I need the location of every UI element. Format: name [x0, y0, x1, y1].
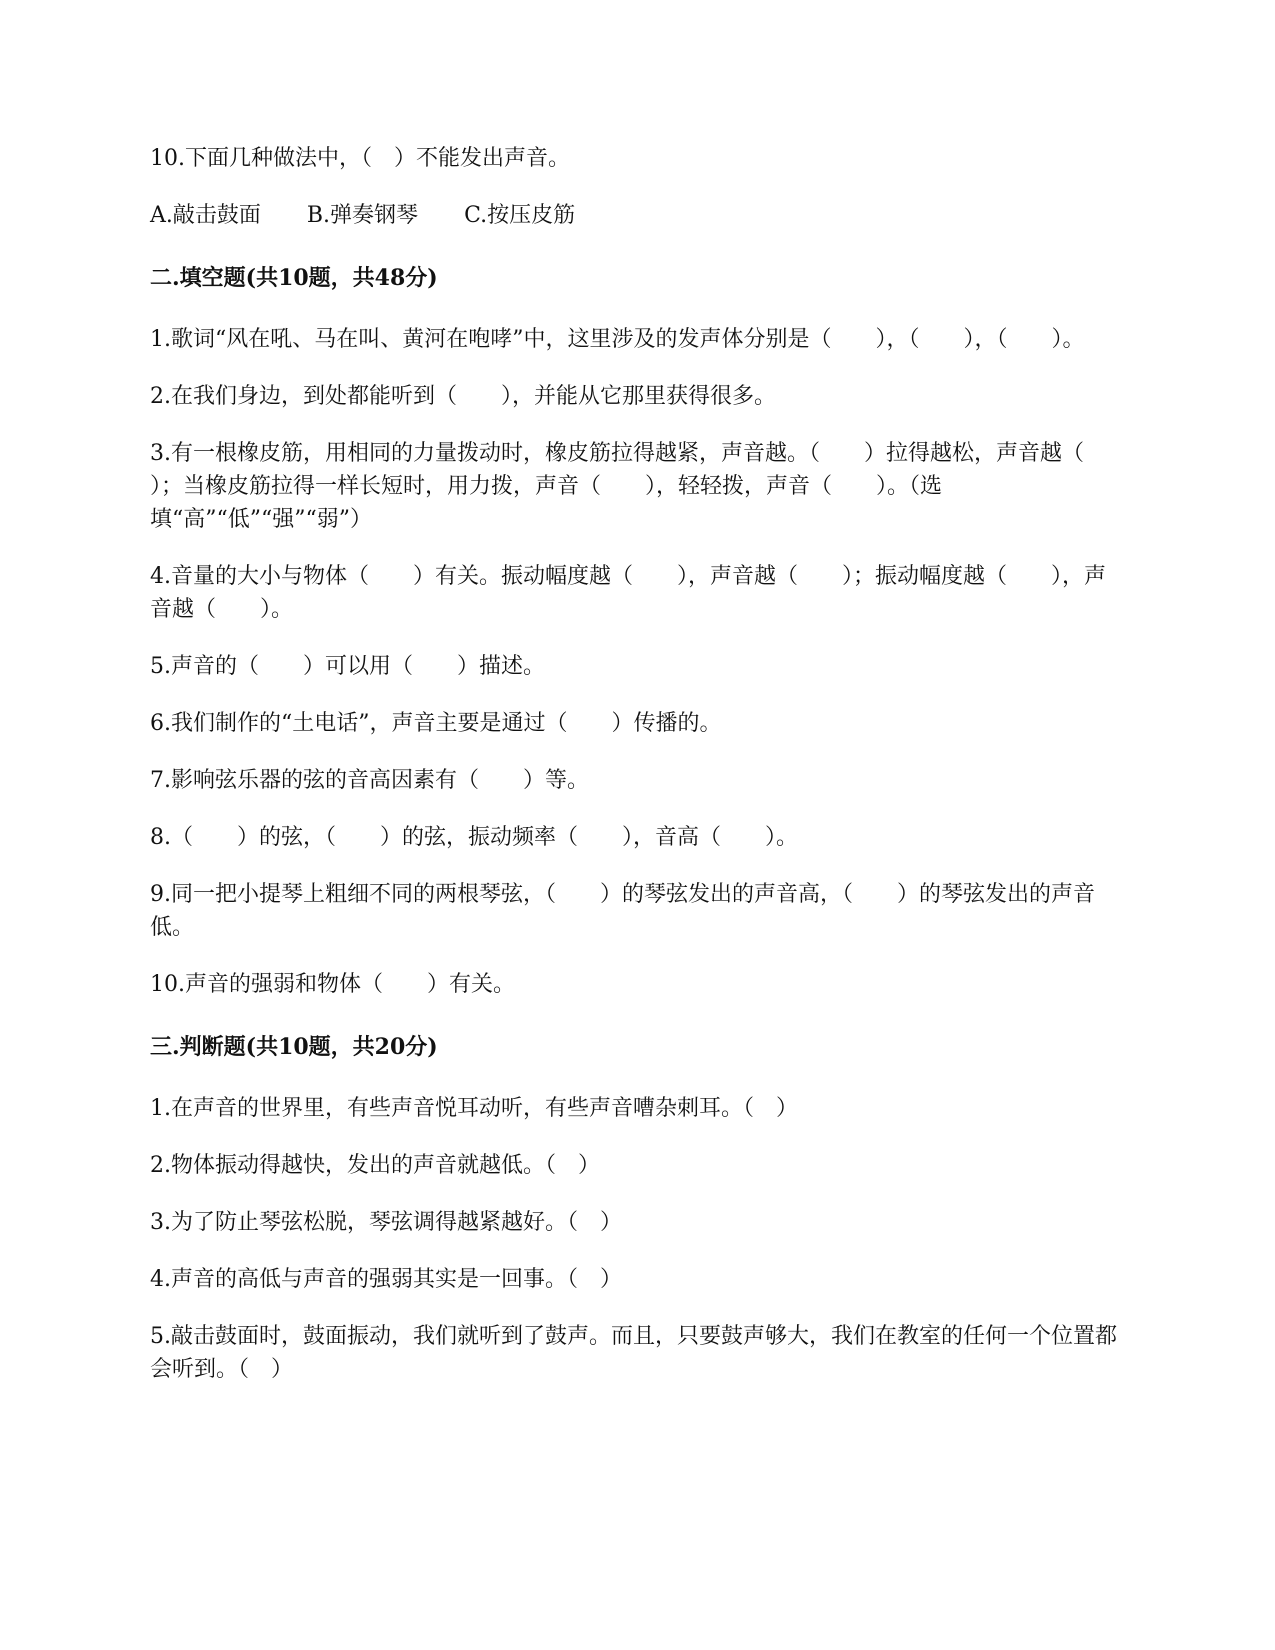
fill-question-4: 4.音量的大小与物体（ ）有关。振动幅度越（ ），声音越（ ）；振动幅度越（ ），声音越（ ）。: [150, 564, 1106, 622]
option-b: B.弹奏钢琴: [306, 203, 419, 228]
fill-question-2: 2.在我们身边，到处都能听到（ ），并能从它那里获得很多。: [150, 384, 776, 409]
fill-question-7: 7.影响弦乐器的弦的音高因素有（ ）等。: [150, 768, 589, 793]
judge-question-3: 3.为了防止琴弦松脱，琴弦调得越紧越好。（ ）: [150, 1210, 622, 1235]
fill-question-5: 5.声音的（ ）可以用（ ）描述。: [150, 654, 545, 679]
section-heading-fill: 二.填空题(共10题，共48分): [150, 265, 438, 291]
fill-question-9: 9.同一把小提琴上粗细不同的两根琴弦，（ ）的琴弦发出的声音高，（ ）的琴弦发出的声音低。: [150, 882, 1095, 940]
section-heading-judge: 三.判断题(共10题，共20分): [150, 1034, 438, 1060]
option-a: A.敲击鼓面: [150, 203, 261, 228]
judge-question-4: 4.声音的高低与声音的强弱其实是一回事。（ ）: [150, 1267, 622, 1292]
exam-page: [150, 142, 1129, 1410]
fill-question-10: 10.声音的强弱和物体（ ）有关。: [150, 972, 515, 997]
judge-question-5: 5.敲击鼓面时，鼓面振动，我们就听到了鼓声。而且，只要鼓声够大，我们在教室的任何一个位置都会听到。（ ）: [150, 1324, 1117, 1382]
fill-question-8: 8.（ ）的弦，（ ）的弦，振动频率（ ），音高（ ）。: [150, 825, 798, 850]
judge-question-1: 1.在声音的世界里，有些声音悦耳动听，有些声音嘈杂刺耳。（ ）: [150, 1096, 798, 1121]
mc-question-10: 10.下面几种做法中，（ ）不能发出声音。: [150, 146, 570, 171]
fill-question-6: 6.我们制作的“土电话”，声音主要是通过（ ）传播的。: [150, 711, 722, 736]
fill-question-3: 3.有一根橡皮筋，用相同的力量拨动时，橡皮筋拉得越紧，声音越。（ ）拉得越松，声音越（ ）；当橡皮筋拉得一样长短时，用力拨，声音（ ），轻轻拨，声音（ ）。（选填“高”“低”“强”“弱”）: [150, 441, 1129, 532]
mc-options: [150, 199, 1120, 232]
option-c: C.按压皮筋: [464, 203, 576, 228]
fill-question-1: 1.歌词“风在吼、马在叫、黄河在咆哮”中，这里涉及的发声体分别是（ ），（ ），（ ）。: [150, 327, 1085, 352]
judge-question-2: 2.物体振动得越快，发出的声音就越低。（ ）: [150, 1153, 600, 1178]
